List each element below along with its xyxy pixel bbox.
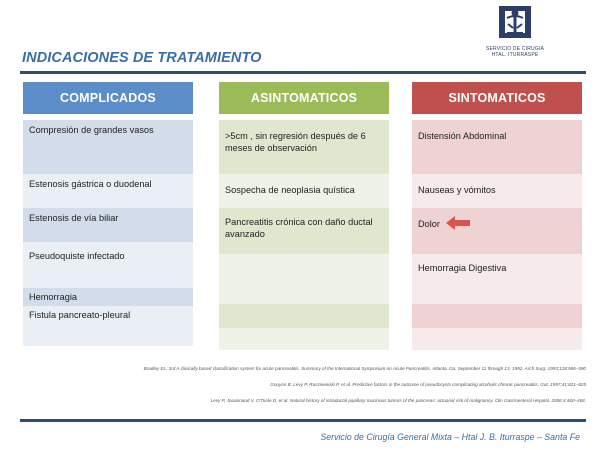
row-text: >5cm , sin regresión después de 6 meses de observación	[225, 131, 366, 153]
table-row	[219, 328, 389, 350]
row-text: Dolor	[418, 219, 440, 229]
column-complicados	[23, 82, 193, 342]
row-text: Compresión de grandes vasos	[29, 125, 154, 135]
hospital-logo	[470, 2, 560, 72]
table-row	[219, 304, 389, 328]
row-text: Hemorragia Digestiva	[418, 263, 507, 273]
table-row	[412, 174, 582, 208]
row-text: Nauseas y vómitos	[418, 185, 496, 195]
row-text: Pseudoquiste infectado	[29, 251, 125, 261]
page-title: INDICACIONES DE TRATAMIENTO	[22, 50, 262, 66]
table-row	[23, 242, 193, 288]
table-row	[412, 254, 582, 304]
column-header: SINTOMATICOS	[412, 82, 582, 114]
table-row	[219, 254, 389, 304]
table-row	[23, 208, 193, 242]
reference-line: Gouyon B, Levy P, Ruszniewski P, et al. Predictive factors in the outcome of pseudocysts complicating alcoholic chronic pancreatitis. Gut. 1997;41:821–825	[270, 382, 586, 387]
table-row	[412, 120, 582, 174]
row-text: Estenosis de vía biliar	[29, 213, 119, 223]
row-text: Pancreatitis crónica con daño ductal avanzado	[225, 217, 373, 239]
reference-line: Bradley EL, 3rd A clinically based classification system for acute pancreatitis. Summary of the International Symposium on Acute Pancreatitis, Atlanta, Ga, September 11 through 13, 1992. Arch Surg. 1993;128:586–590	[143, 366, 586, 371]
row-text: Estenosis gástrica o duodenal	[29, 179, 152, 189]
logo-caption-line1: SERVICIO DE CIRUGIA	[485, 46, 545, 52]
table-row	[219, 208, 389, 254]
table-row	[219, 174, 389, 208]
left-arrow-icon	[446, 216, 470, 230]
column-sintomaticos	[412, 82, 582, 342]
reference-line: Levy P, Jouannaud V, O'Toole D, et al. Natural history of intraductal papillary mucinous tumors of the pancreas: actuarial risk of malignancy. Clin Gastroenterol Hepatol. 2006;4:460–468.	[210, 398, 586, 403]
logo-caption-line2: HTAL. ITURRASPE	[491, 52, 539, 58]
footer-divider	[20, 419, 586, 422]
column-asintomaticos	[219, 82, 389, 342]
table-row	[23, 174, 193, 208]
column-header: ASINTOMATICOS	[219, 82, 389, 114]
table-row	[23, 306, 193, 346]
surgery-service-emblem-icon	[495, 2, 535, 42]
row-text: Distensión Abdominal	[418, 131, 507, 141]
table-row	[412, 328, 582, 350]
footer-text: Servicio de Cirugía General Mixta – Htal J. B. Iturraspe – Santa Fe	[320, 432, 580, 442]
column-header: COMPLICADOS	[23, 82, 193, 114]
table-row	[23, 120, 193, 174]
row-text: Hemorragia	[29, 292, 77, 302]
table-row	[23, 288, 193, 306]
table-row	[412, 304, 582, 328]
table-row	[219, 120, 389, 174]
table-row	[412, 208, 582, 254]
row-text: Fistula pancreato-pleural	[29, 310, 131, 320]
row-text: Sospecha de neoplasia quística	[225, 185, 355, 195]
